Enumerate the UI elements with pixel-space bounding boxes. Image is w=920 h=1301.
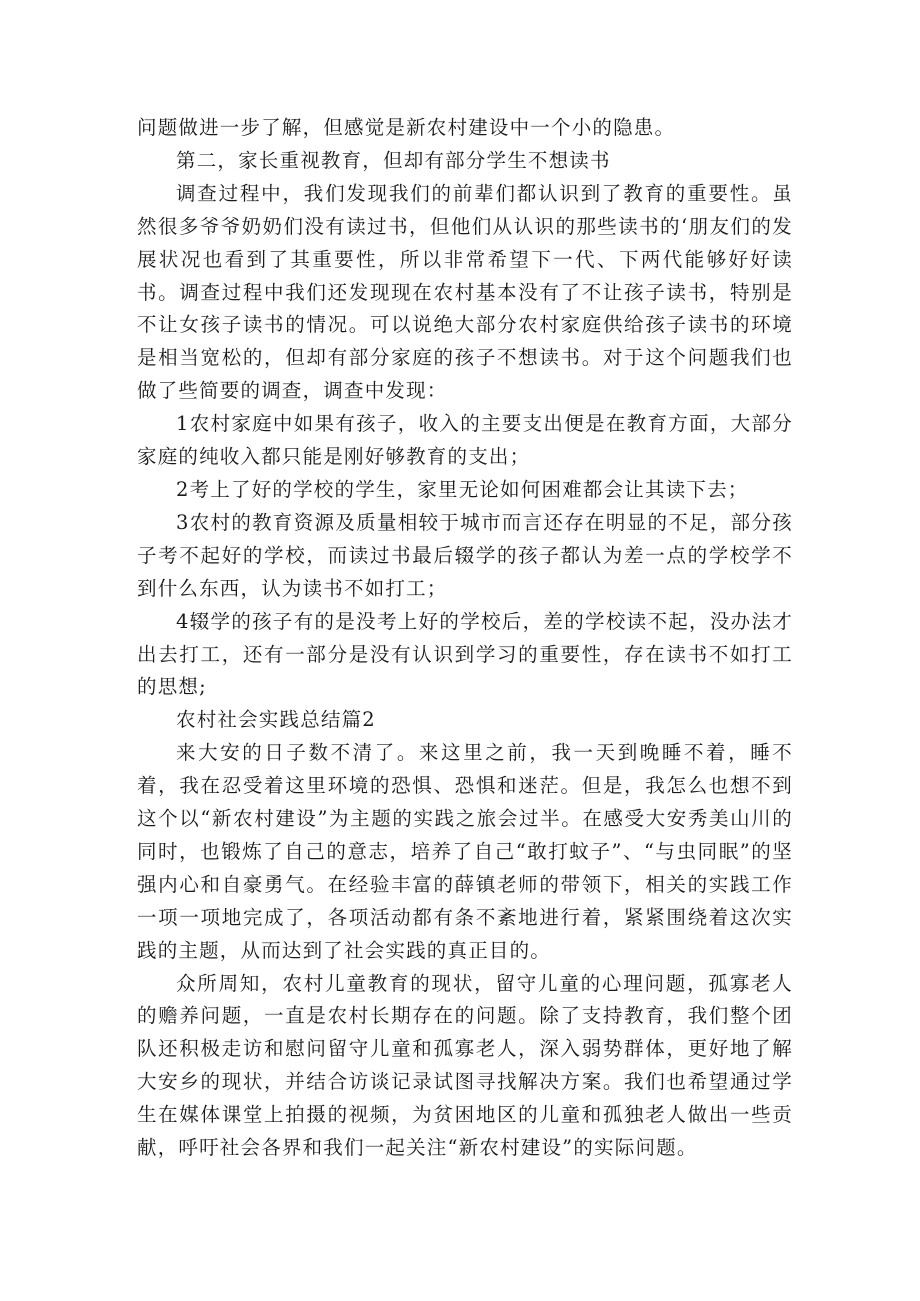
- document-body: [137, 112, 793, 1165]
- list-item-1: 1农村家庭中如果有孩子，收入的主要支出便是在教育方面，大部分家庭的纯收入都只能是刚好够教育的支出；: [137, 412, 793, 469]
- section-heading-second-point: 第二，家长重视教育，但却有部分学生不想读书: [176, 148, 611, 172]
- paragraph-continued: 问题做进一步了解，但感觉是新农村建设中一个小的隐患。: [137, 116, 676, 139]
- list-item-3: 3农村的教育资源及质量相较于城市而言还存在明显的不足，部分孩子考不起好的学校，而读过书最后辍学的孩子都认为差一点的学校学不到什么东西，认为读书不如打工；: [137, 510, 793, 600]
- list-item-4: 4辍学的孩子有的是没考上好的学校后，差的学校读不起，没办法才出去打工，还有一部分是没有认识到学习的重要性，存在读书不如打工的思想;: [137, 609, 793, 699]
- paragraph-rural-issues: 众所周知，农村儿童教育的现状，留守儿童的心理问题，孤寡老人的赡养问题，一直是农村长期存在的问题。除了支持教育，我们整个团队还积极走访和慰问留守儿童和孤寡老人，深入弱势群体，更好地了解大安乡的现状，并结合访谈记录试图寻找解决方案。我们也希望通过学生在媒体课堂上拍摄的视频，为贫困地区的儿童和孤独老人做出一些贡献，呼吁社会各界和我们一起关注“新农村建设”的实际问题。: [137, 971, 793, 1160]
- section-title-part-2: 农村社会实践总结篇2: [176, 708, 376, 732]
- list-item-2: 2考上了好的学校的学生，家里无论如何困难都会让其读下去；: [176, 477, 749, 501]
- paragraph-daan-experience: 来大安的日子数不清了。来这里之前，我一天到晚睡不着，睡不着，我在忍受着这里环境的恐惧、恐惧和迷茫。但是，我怎么也想不到这个以“新农村建设”为主题的实践之旅会过半。在感受大安秀美山川的同时，也锻炼了自己的意志，培养了自己“敢打蚊子”、“与虫同眠”的坚强内心和自豪勇气。在经验丰富的薛镇老师的带领下，相关的实践工作一项一项地完成了，各项活动都有条不紊地进行着，紧紧围绕着这次实践的主题，从而达到了社会实践的真正目的。: [137, 741, 793, 962]
- paragraph-survey-findings: 调查过程中，我们发现我们的前辈们都认识到了教育的重要性。虽然很多爷爷奶奶们没有读过书，但他们从认识的那些读书的‘朋友们的发展状况也看到了其重要性，所以非常希望下一代、下两代能够好好读书。调查过程中我们还发现现在农村基本没有了不让孩子读书，特别是不让女孩子读书的情况。可以说绝大部分农村家庭供给孩子读书的环境是相当宽松的，但却有部分家庭的孩子不想读书。对于这个问题我们也做了些简要的调查，调查中发现：: [137, 181, 793, 403]
